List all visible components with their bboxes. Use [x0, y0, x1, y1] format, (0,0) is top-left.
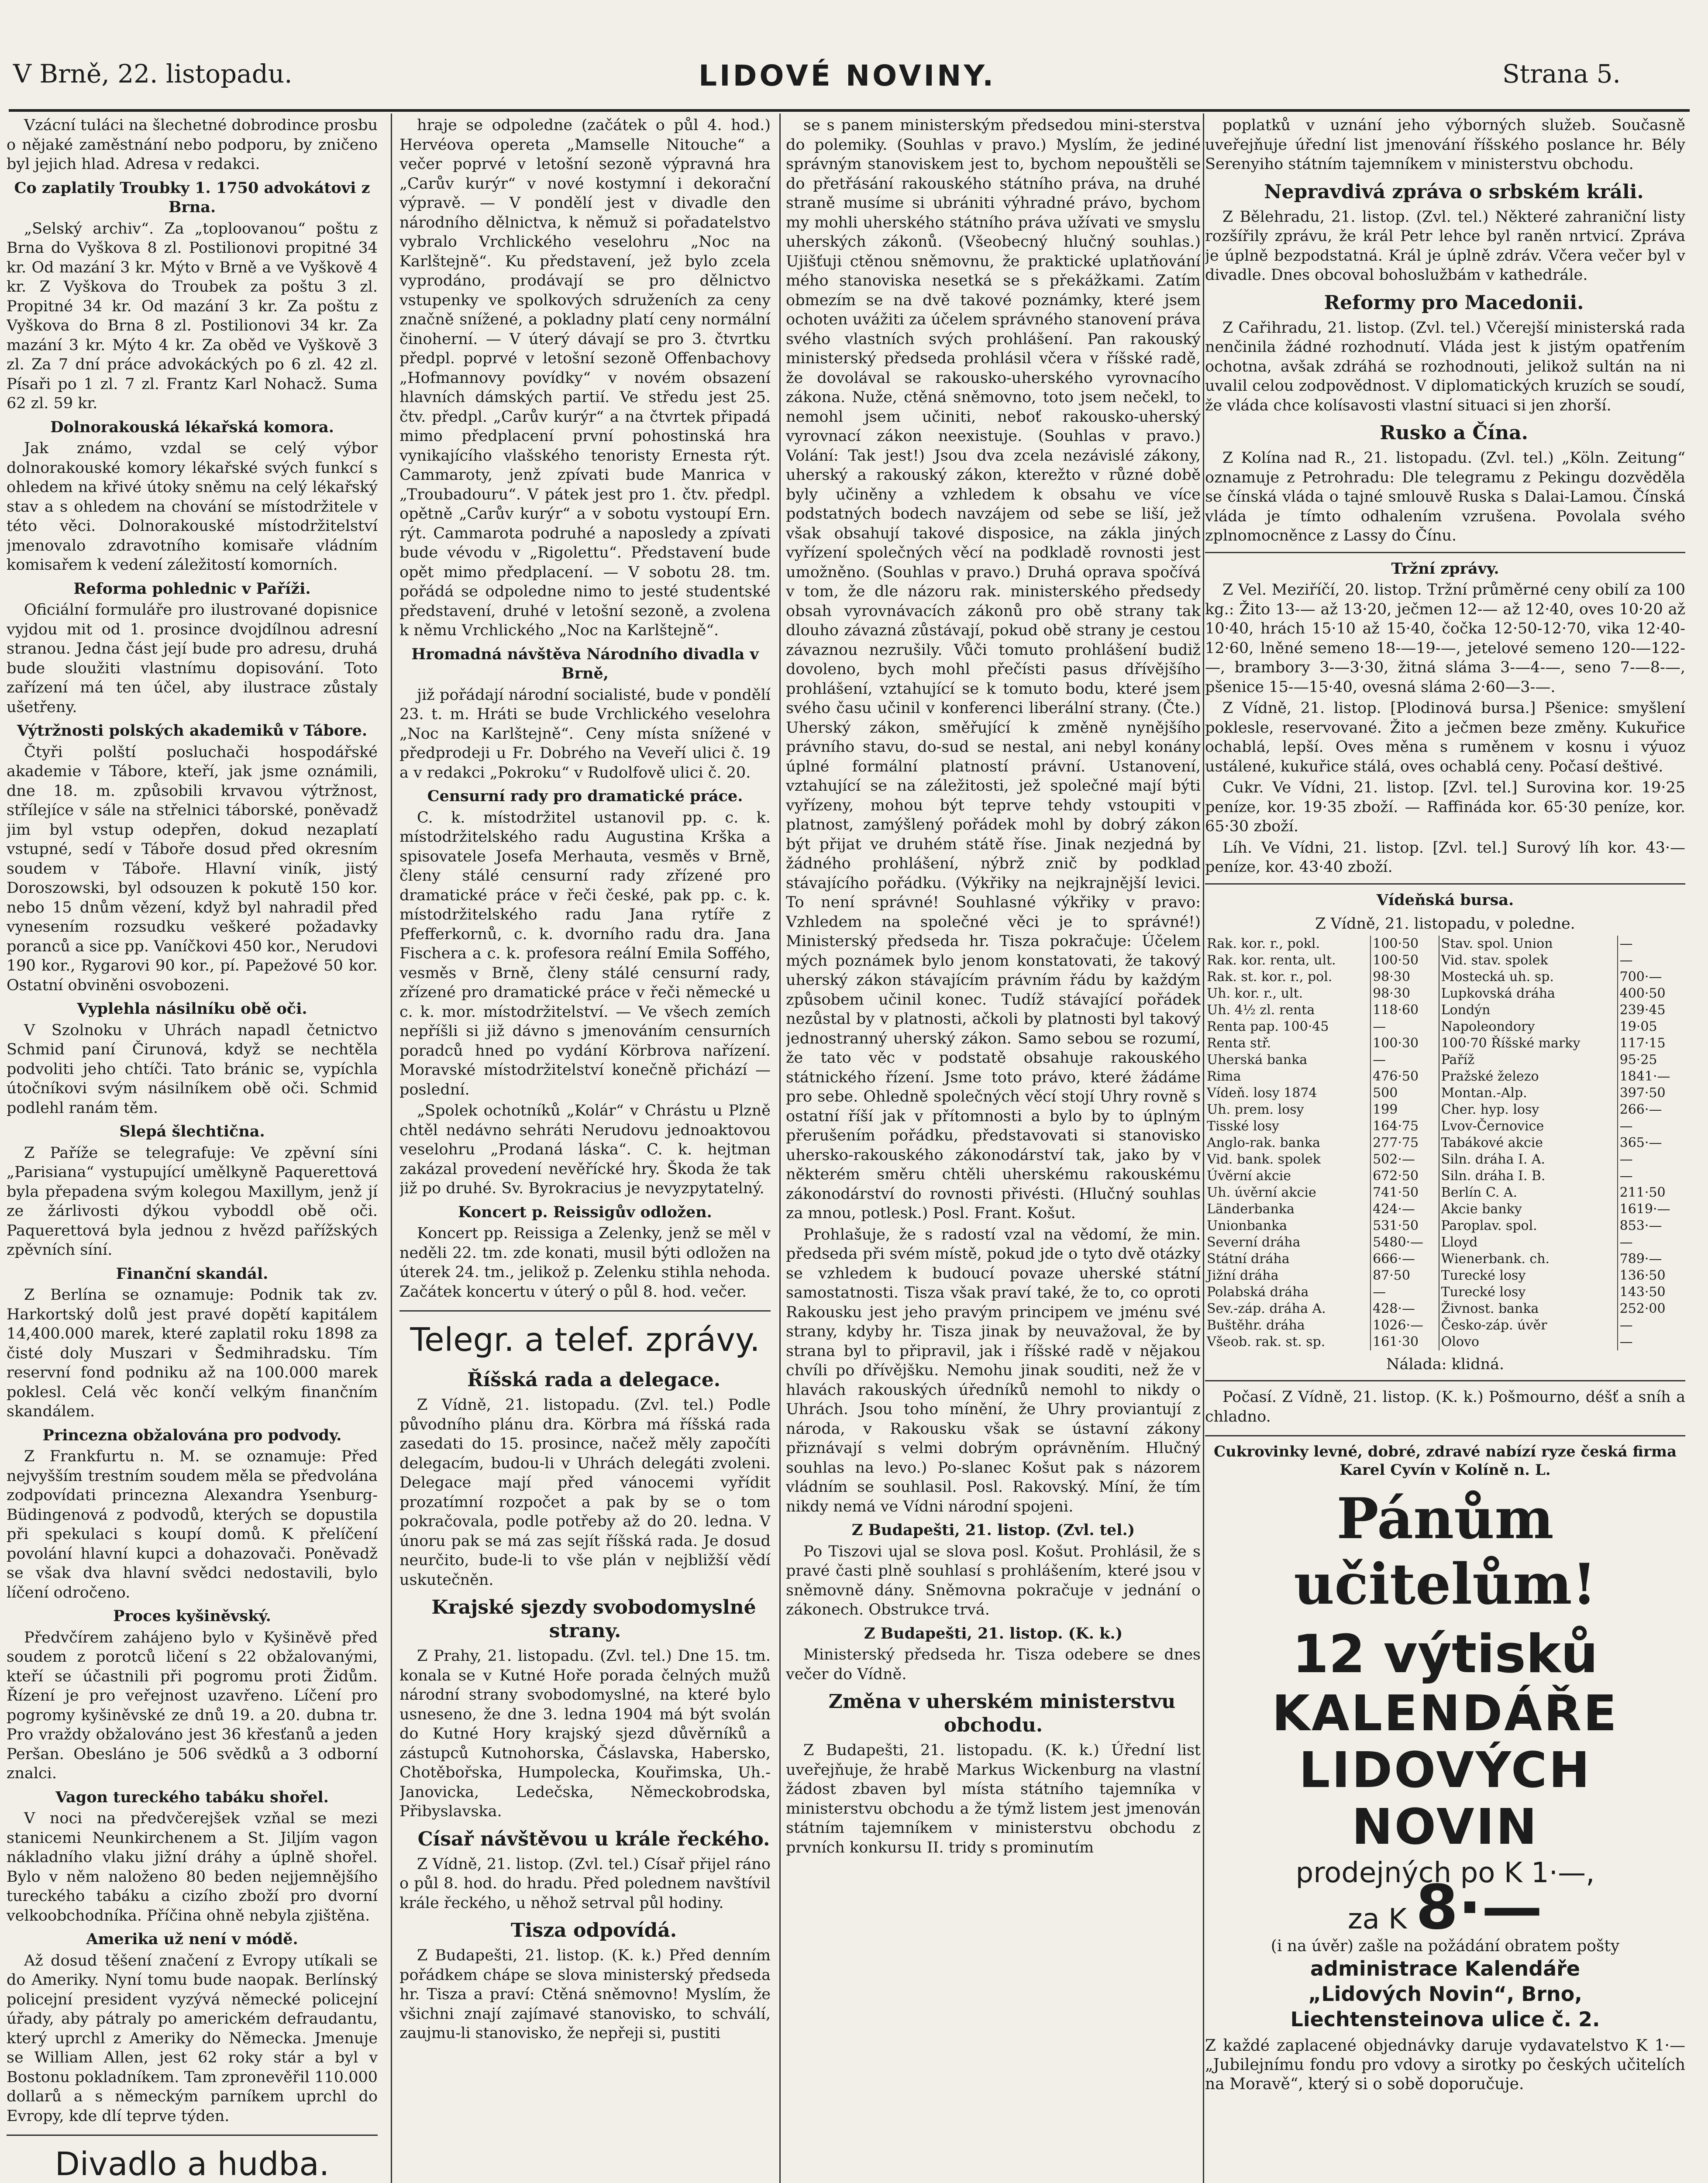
- exchange-cell: Severní dráha: [1205, 1234, 1371, 1251]
- exchange-cell: Turecké losy: [1439, 1267, 1618, 1284]
- dateline: Z Vídně, 21. listopadu, v poledne.: [1315, 915, 1575, 933]
- exchange-cell: Paroplav. spol.: [1439, 1218, 1618, 1234]
- masthead: LIDOVÉ NOVINY.: [699, 59, 996, 93]
- exchange-row: [1205, 969, 1685, 985]
- article-paragraph: Po Tiszovi ujal se slova posl. Košut. Prohlásil, že s pravé časti plně souhlasí s prohlášením, které jsou v sněmovně dány. Sněmovna pokračuje v jednání o zákonech. Obstrukce trvá.: [786, 1543, 1201, 1618]
- exchange-cell: 98·30: [1371, 969, 1439, 985]
- exchange-cell: Jižní dráha: [1205, 1267, 1371, 1284]
- article-paragraph: Koncert pp. Reissiga a Zelenky, jenž se měl v neděli 22. tm. zde konati, musil býti odložen na úterek 24. tm., jelikož p. Zelenku stihla nehoda. Začátek koncertu v úterý o půl 8. hod. večer.: [399, 1225, 771, 1301]
- exchange-row: [1205, 1118, 1685, 1135]
- article-heading: Císař návštěvou u krále řeckého.: [417, 1828, 770, 1850]
- exchange-row: [1205, 985, 1685, 1002]
- page-number: Strana 5.: [1502, 59, 1621, 89]
- exchange-cell: Vid. bank. spolek: [1205, 1151, 1371, 1168]
- ad-product-line-2: LIDOVÝCH: [1299, 1742, 1591, 1799]
- exchange-cell: —: [1619, 1234, 1633, 1250]
- article-paragraph: Z Budapešti, 21. listopadu. (K. k.) Úřední list uveřejňuje, že hrabě Markus Wickenburg na vlastní žádost zbaven byl místa státního tajemníka v ministerstvu obchodu a že týmž listem jest jmenován státním tajemníkem v ministerstvu obchodu z prvních konkursu II. tridy s prominutím: [786, 1742, 1201, 1856]
- exchange-row: [1205, 1052, 1685, 1068]
- mood-line: Nálada: klidná.: [1386, 1355, 1505, 1373]
- exchange-cell: 5480·—: [1371, 1234, 1439, 1251]
- exchange-cell: —: [1371, 1284, 1439, 1301]
- article-heading: Změna v uherském ministerstvu obchodu.: [828, 1691, 1176, 1736]
- exchange-cell: Renta stř.: [1205, 1035, 1371, 1052]
- exchange-row: [1205, 1284, 1685, 1301]
- article-paragraph: již pořádají národní socialisté, bude v pondělí 23. t. m. Hráti se bude Vrchlického veselohra „Noc na Karlštejně“. Ceny místa snížené v předprodeji u Fr. Dobrého na Veveří ulici č. 19 a v redakci „Pokroku“ v Rudolfově ulici č. 20.: [399, 686, 771, 782]
- exchange-row: [1205, 1267, 1685, 1284]
- column-divider: [1203, 114, 1204, 2183]
- exchange-cell: 136·50: [1619, 1267, 1666, 1283]
- exchange-cell: —: [1619, 1151, 1633, 1167]
- exchange-cell: 428·—: [1371, 1301, 1439, 1317]
- ad-count: 12 výtisků: [1292, 1624, 1598, 1685]
- article-paragraph: „Spolek ochotníků „Kolár“ v Chrástu u Plzně chtěl nedávno sehráti Nerudovu jednoaktovou veselohru „Prodaná láska“. C. k. hejtman zakázal provedení nevěřícké hry. Škoda že tak již po druhé. Sv. Byrokracius je nevyzpytatelný.: [399, 1102, 771, 1197]
- exchange-cell: Polabská dráha: [1205, 1284, 1371, 1301]
- exchange-cell: Sev.-záp. dráha A.: [1205, 1301, 1371, 1317]
- article-paragraph: Čtyři polští posluchači hospodářské akademie v Tábore, kteří, jak jsme oznámili, dne 18. m. způsobili krvavou výtržnost, střílejíce v sále na střelnici táborské, poněvadž jim byl vstup odepřen, dokud nezaplatí vstupné, sedí v Táboře dosud před okresním soudem v Táboře. Hlavní viník, jistý Doroszowski, byl odsouzen k pokutě 150 kor. nebo 15 dnům vězení, když byl nahradil před vynesením rozsudku veškeré požadavky poranců a sice pp. Vaníčkovi 450 kor., Nerudovi 190 kor., Rygarovi 90 kor., pí. Papežové 50 kor. Ostatní obviněni osvobozeni.: [7, 743, 378, 994]
- exchange-cell: Cher. hyp. losy: [1439, 1102, 1618, 1118]
- exchange-cell: 118·60: [1371, 1002, 1439, 1019]
- exchange-cell: Rak. kor. r., pokl.: [1205, 936, 1371, 952]
- exchange-cell: Lloyd: [1439, 1234, 1618, 1251]
- exchange-cell: 143·50: [1619, 1284, 1666, 1300]
- ad-admin-line-1: administrace Kalendáře: [1310, 1957, 1580, 1980]
- column-divider: [779, 114, 781, 2183]
- dateline: Z Budapešti, 21. listop. (K. k.): [864, 1624, 1123, 1642]
- advertisement: [1205, 1435, 1685, 2094]
- exchange-cell: Česko-záp. úvěr: [1439, 1317, 1618, 1334]
- exchange-cell: 666·—: [1371, 1251, 1439, 1267]
- exchange-cell: —: [1619, 1334, 1633, 1350]
- column-2: [399, 116, 771, 2183]
- exchange-row: [1205, 936, 1685, 952]
- exchange-cell: Siln. dráha I. B.: [1439, 1168, 1618, 1184]
- exchange-cell: 424·—: [1371, 1201, 1439, 1218]
- column-divider: [391, 114, 392, 2183]
- article-heading: Nepravdivá zpráva o srbském králi.: [1264, 180, 1644, 203]
- article-paragraph: V Szolnoku v Uhrách napadl četnictvo Schmid paní Čirunová, když se nechtěla podvoliti jeho chtíči. Tato bránic se, vypíchla útočníkovi svým násilníkem obě oči. Schmid podlehl ranám těm.: [7, 1021, 378, 1117]
- article-heading: Říšská rada a delegace.: [467, 1369, 721, 1391]
- exchange-cell: Pražské železo: [1439, 1068, 1618, 1085]
- article-paragraph: Ministerský předseda hr. Tisza odebere se dnes večer do Vídně.: [786, 1646, 1201, 1683]
- article-heading: Výtržnosti polských akademiků v Tábore.: [17, 722, 368, 740]
- exchange-cell: Úvěrní akcie: [1205, 1168, 1371, 1184]
- article-paragraph: Z Vídně, 21. listop. [Plodinová bursa.] Pšenice: smyšlení poklesle, reservované. Žito a ječmen beze změny. Kukuřice ochablá, lepší. Oves měna s ruměnem v kosnu i výuoz ustálené, kukuřice stálá, oves ochablá ceny. Počasí deštivé.: [1205, 699, 1685, 775]
- exchange-cell: 100·30: [1371, 1035, 1439, 1052]
- exchange-cell: 400·50: [1619, 985, 1666, 1001]
- article-paragraph: Předvčírem zahájeno bylo v Kyšiněvě před soudem z porotců ličení s 22 obžalovanými, kteří se účastnili při pogromu proti Židům. Řízení je pro veřejnost uzavřeno. Líčení pro pogromy kyšiněvské ze dnů 19. a 20. dubna tr. Pro vraždy obžalováno jest 36 křesťanů a jeden Peršan. Obesláno je 506 svědků a 3 odborní znalci.: [7, 1629, 378, 1782]
- article-heading: Dolnorakouská lékařská komora.: [50, 418, 334, 436]
- exchange-cell: Tabákové akcie: [1439, 1135, 1618, 1151]
- article-paragraph: Cukr. Ve Vídni, 21. listop. [Zvl. tel.] Surovina kor. 19·25 peníze, kor. 19·35 zboží. — Raffináda kor. 65·30 peníze, kor. 65·30 zboží.: [1205, 779, 1685, 835]
- exchange-cell: Rak. kor. renta, ult.: [1205, 952, 1371, 969]
- article-heading: Koncert p. Reissigův odložen.: [458, 1203, 712, 1221]
- exchange-cell: Rima: [1205, 1068, 1371, 1085]
- article-paragraph: Vzácní tuláci na šlechetné dobrodince prosbu o nějaké zaměstnání nebo podporu, by zničeno byl jejich hlad. Adresa v redakci.: [7, 117, 378, 173]
- exchange-row: [1205, 1102, 1685, 1118]
- section-title-telegrams: Telegr. a telef. zprávy.: [399, 1310, 771, 1360]
- exchange-cell: Rak. st. kor. r., pol.: [1205, 969, 1371, 985]
- exchange-cell: Uh. úvěrní akcie: [1205, 1184, 1371, 1201]
- exchange-cell: Berlín C. A.: [1439, 1184, 1618, 1201]
- article-heading: Vagon tureckého tabáku shořel.: [55, 1788, 329, 1806]
- exchange-cell: —: [1619, 1118, 1633, 1134]
- article-heading: Reformy pro Macedonii.: [1324, 291, 1584, 314]
- article-heading: Finanční skandál.: [116, 1264, 269, 1283]
- article-paragraph: Prohlašuje, že s radostí vzal na vědomí, že min. předseda při svém místě, pokud jde o tyto dvě otázky se vzhledem k budoucí povaze uherské státní samostatnosti. Tisza však praví také, že to, co oproti Rakousku jest jeho pravým principem ve jménu své strany, kdyby hr. Tisza jinak by neuvažoval, že by strana byl to připravil, jak i říšské radě v nějakou chvíli po dřívějšku. Nemohu jinak souditi, než že v hlavách rakouských úředníků nemohl to nikdy o Uhrách. Jsou toho mínění, že Uhry proviantují z národa, v Rakousku však se ústavní zákony přiznávají s velmi dobrým oprávněním. Hlučný souhlas na levo.) Po-slanec Košut pak s názorem vládním se souhlasil. Posl. Rakovský. Míní, že tím nikdy nemá ve Vídni národní spojeni.: [786, 1226, 1201, 1515]
- page-header: [0, 17, 1708, 93]
- exchange-cell: 1026·—: [1371, 1317, 1439, 1334]
- exchange-cell: 252·00: [1619, 1301, 1666, 1316]
- exchange-cell: 100·50: [1371, 952, 1439, 969]
- exchange-cell: 161·30: [1371, 1334, 1439, 1350]
- article-paragraph: Z Frankfurtu n. M. se oznamuje: Před nejvyšším trestním soudem měla se předvolána zodpovídati princezna Alexandra Ysenburg-Büdingenová z podvodů, kterých se dopustila při spekulaci s koupí domů. K přelíčení povolání hlavní kupci a dohazovači. Poněvadž se však dva hlavní svědci nedostavili, bylo líčení odročeno.: [7, 1448, 378, 1601]
- article-paragraph: C. k. místodržitel ustanovil pp. c. k. místodržitelského radu Augustina Krška a spisovatele Josefa Merhauta, vesměs v Brně, členy stálé censurní rady zřízené pro dramatické práce v řeči české, pak pp. c. k. místodržitelského radu Jana rytíře z Pfefferkornů, c. k. dvorního radu dra. Jana Fischera a c. k. profesora reální Emila Soffého, vesměs v Brně, členy stálé censurní rady, zřízené pro dramatické práce v řeči německé u c. k. mor. místodržitelství. — Ve všech zemích nepříšli si již dávno s jmenováním censurních poradců hned po vydání Körbrova nařízení. Moravské místodržitelství konečně přichází — poslední.: [399, 809, 771, 1098]
- exchange-cell: Buštěhr. dráha: [1205, 1317, 1371, 1334]
- ad-product-line-3: NOVIN: [1351, 1799, 1539, 1856]
- section-title-theatre: Divadlo a hudba.: [7, 2135, 378, 2183]
- ad-fine-print: Z každé zaplacené objednávky daruje vydavatelstvo K 1·— „Jubilejnímu fondu pro vdovy a sirotky po českých učitelích na Moravě“, který si o sobě doporučuje.: [1205, 2037, 1685, 2093]
- ad-price-prefix: za K: [1347, 1903, 1407, 1935]
- exchange-row: [1205, 952, 1685, 969]
- column-3: [786, 116, 1201, 2183]
- exchange-row: [1205, 1201, 1685, 1218]
- article-heading: Proces kyšiněvský.: [113, 1607, 271, 1625]
- exchange-cell: 239·45: [1619, 1002, 1666, 1018]
- ad-price-value: 8·—: [1415, 1872, 1543, 1943]
- section-rule: [1205, 552, 1685, 553]
- exchange-cell: 164·75: [1371, 1118, 1439, 1135]
- exchange-row: [1205, 1168, 1685, 1184]
- header-rule: [9, 109, 1690, 112]
- exchange-table: [1205, 936, 1685, 1350]
- article-paragraph: Oficiální formuláře pro ilustrované dopisnice vyjdou mit od 1. prosince dvojdílnou adresní stranou. Jedna část její bude pro adresu, druhá bude sloužiti vlastnímu dopisování. Toto zařízení má ten účel, aby ilustrace zůstaly ušetřeny.: [7, 601, 378, 716]
- exchange-cell: —: [1619, 936, 1633, 951]
- article-paragraph: Z Budapešti, 21. listop. (K. k.) Před denním pořádkem chápe se slova ministerský předseda hr. Tisza a praví: Ctěná sněmovno! Myslím, že všichni znají zajímavé stanovisko, to schválí, zaujmu-li stanovisko, že nepřeji si, pustiti: [399, 1947, 771, 2042]
- column-1: [7, 116, 378, 2183]
- exchange-cell: Länderbanka: [1205, 1201, 1371, 1218]
- exchange-cell: 98·30: [1371, 985, 1439, 1002]
- article-heading: Krajské sjezdy svobodomyslné strany.: [431, 1596, 756, 1642]
- exchange-cell: Uh. prem. losy: [1205, 1102, 1371, 1118]
- exchange-cell: 365·—: [1619, 1135, 1662, 1150]
- exchange-row: [1205, 1184, 1685, 1201]
- exchange-cell: 672·50: [1371, 1168, 1439, 1184]
- exchange-cell: 266·—: [1619, 1102, 1662, 1117]
- article-heading: Tisza odpovídá.: [510, 1919, 677, 1942]
- section-rule: [1205, 883, 1685, 885]
- exchange-cell: 741·50: [1371, 1184, 1439, 1201]
- exchange-cell: —: [1371, 1019, 1439, 1035]
- exchange-cell: Wienerbank. ch.: [1439, 1251, 1618, 1267]
- exchange-cell: Renta pap. 100·45: [1205, 1019, 1371, 1035]
- exchange-cell: Paříž: [1439, 1052, 1618, 1068]
- exchange-cell: 500: [1371, 1085, 1439, 1102]
- article-heading: Tržní zprávy.: [1391, 559, 1499, 578]
- exchange-cell: 117·15: [1619, 1035, 1666, 1051]
- exchange-cell: Anglo-rak. banka: [1205, 1135, 1371, 1151]
- exchange-cell: Živnost. banka: [1439, 1301, 1618, 1317]
- exchange-row: [1205, 1002, 1685, 1019]
- exchange-cell: 100·50: [1371, 936, 1439, 952]
- exchange-cell: Všeob. rak. st. sp.: [1205, 1334, 1371, 1350]
- exchange-cell: Tisské losy: [1205, 1118, 1371, 1135]
- exchange-row: [1205, 1068, 1685, 1085]
- ad-admin-line-3: Liechtensteinova ulice č. 2.: [1290, 2007, 1600, 2031]
- ad-note: (i na úvěr) zašle na požádání obratem pošty: [1271, 1937, 1620, 1955]
- exchange-row: [1205, 1234, 1685, 1251]
- dateline: Z Budapešti, 21. listop. (Zvl. tel.): [851, 1521, 1135, 1539]
- exchange-cell: Mostecká uh. sp.: [1439, 969, 1618, 985]
- exchange-cell: 100·70 Říšské marky: [1439, 1035, 1618, 1052]
- exchange-cell: 853·—: [1619, 1218, 1662, 1233]
- exchange-cell: Stav. spol. Union: [1439, 936, 1618, 952]
- exchange-cell: Montan.-Alp.: [1439, 1085, 1618, 1102]
- article-paragraph: Líh. Ve Vídni, 21. listop. [Zvl. tel.] Surový líh kor. 43·— peníze, kor. 43·40 zboží.: [1205, 839, 1685, 876]
- exchange-cell: Lupkovská dráha: [1439, 985, 1618, 1002]
- exchange-cell: —: [1619, 1168, 1633, 1184]
- location-date: V Brně, 22. listopadu.: [13, 59, 293, 89]
- exchange-row: [1205, 1317, 1685, 1334]
- article-paragraph: Z Vídně, 21. listop. (Zvl. tel.) Císař přijel ráno o půl 8. hod. do hradu. Před polednem navštívil krále řeckého, u něhož setrval půl hodiny.: [399, 1855, 771, 1912]
- exchange-cell: Unionbanka: [1205, 1218, 1371, 1234]
- article-heading: Princezna obžalována pro podvody.: [42, 1426, 342, 1444]
- exchange-row: [1205, 1251, 1685, 1267]
- exchange-cell: Státní dráha: [1205, 1251, 1371, 1267]
- article-heading: Censurní rady pro dramatické práce.: [427, 787, 743, 805]
- exchange-cell: Uherská banka: [1205, 1052, 1371, 1068]
- exchange-cell: 1841·—: [1619, 1068, 1670, 1084]
- article-heading: Amerika už není v módě.: [86, 1930, 298, 1948]
- ad-price-single: prodejných po K 1·—,: [1295, 1857, 1595, 1889]
- ad-admin-line-2: „Lidových Novin“, Brno,: [1308, 1982, 1582, 2006]
- exchange-cell: Vid. stav. spolek: [1439, 952, 1618, 969]
- article-paragraph: Až dosud těšení značení z Evropy utíkali se do Ameriky. Nyní tomu bude naopak. Berlínský policejní president vyzývá německé policejní úřady, aby pátraly po americkém defraudantu, který uprchl z Ameriky do Německa. Jmenuje se William Allen, jest 62 roky stár a byl v Bostonu pokladníkem. Tam zpronevěřil 110.000 dollarů a s německým parníkem uprchl do Evropy, kde dlí teprve týden.: [7, 1952, 378, 2125]
- exchange-cell: Vídeň. losy 1874: [1205, 1085, 1371, 1102]
- article-paragraph: Z Paříže se telegrafuje: Ve zpěvní síni „Parisiana“ vystupující umělkyně Paquerettová byla přepadena svým kolegou Maxillym, jenž jí ze žárlivosti dýkou vyboddl obě oči. Paquerettová byla jednou z hvězd pařížských zpěvních síní.: [7, 1144, 378, 1259]
- exchange-cell: —: [1371, 1052, 1439, 1068]
- exchange-cell: 502·—: [1371, 1151, 1439, 1168]
- exchange-cell: 789·—: [1619, 1251, 1662, 1267]
- article-paragraph: Z Berlína se oznamuje: Podnik tak zv. Harkortský dolů jest pravé dopětí kapitálem 14,400.000 marek, které zaplatil roku 1898 za čisté doly Muszari v Šedmihradsku. Tím reservní fond podniku až na 100.000 marek poklesl. Celá věc končí velkým finančním skandálem.: [7, 1286, 378, 1420]
- exchange-cell: 211·50: [1619, 1184, 1666, 1200]
- exchange-cell: 1619·—: [1619, 1201, 1670, 1217]
- ad-product-line-1: KALENDÁŘE: [1272, 1685, 1618, 1742]
- exchange-cell: Napoleondory: [1439, 1019, 1618, 1035]
- article-paragraph: Z Vel. Meziříčí, 20. listop. Tržní průměrné ceny obilí za 100 kg.: Žito 13-— až 13·20, ječmen 12-— až 12·40, oves 10·20 až 10·40, hrách 15·10 až 15·40, čočka 12·50-12·70, vika 12·40-12·60, lněné semeno 18-—19-—, jetelové semeno 120-—122-—, brambory 3-—3·30, žitná sláma 3-—4-—, seno 7-—8-—, pšenice 15-—15·40, ovesná sláma 2·60—3-—.: [1205, 581, 1685, 696]
- exchange-cell: —: [1619, 952, 1633, 968]
- exchange-row: [1205, 1085, 1685, 1102]
- article-heading: Hromadná návštěva Národního divadla v Brně,: [411, 645, 759, 682]
- exchange-cell: 476·50: [1371, 1068, 1439, 1085]
- exchange-cell: Lvov-Černovice: [1439, 1118, 1618, 1135]
- article-paragraph: Jak známo, vzdal se celý výbor dolnorakouské komory lékařské svých funkcí s ohledem na křivé útoky sněmu na celý lékařský stav a s ohledem na chování se místodržitele v této věci. Dolnorakouské místodržitelství jmenovalo zdravotního komisaře vládním komisařem k vedení záležitostí komorních.: [7, 440, 378, 574]
- exchange-row: [1205, 1019, 1685, 1035]
- column-4: [1205, 116, 1685, 2183]
- article-paragraph: „Selský archiv“. Za „toploovanou“ poštu z Brna do Vyškova 8 zl. Postilionovi propitné 34 kr. Od mazání 3 kr. Mýto v Brně a ve Vyškově 4 kr. Z Vyškova do Troubek za poštu 3 zl. Propitné 34 kr. Od mazání 3 kr. Za poštu z Vyškova do Brna 8 zl. Postilionovi 34 kr. Za mazání 3 kr. Mýto 4 kr. Za oběd ve Vyškově 3 zl. Za 7 dní práce advokáckých po 6 zl. 42 zl. Písaři po 1 zl. 7 zl. Frantz Karl Nohacž. Suma 62 zl. 59 kr.: [7, 220, 378, 412]
- exchange-cell: Siln. dráha I. A.: [1439, 1151, 1618, 1168]
- article-heading: Co zaplatily Troubky 1. 1750 advokátovi z Brna.: [14, 179, 370, 216]
- exchange-cell: Akcie banky: [1439, 1201, 1618, 1218]
- article-paragraph: hraje se odpoledne (začátek o půl 4. hod.) Hervéova opereta „Mamselle Nitouche“ a večer poprvé v letošní sezoně výpravná hra „Carův kurýr“ v nové kostymní i dekorační výpravě. — V pondělí jest v divadle den národního dělnictva, k němuž si pořadatelstvo vybralo Vrchlického veselohru „Noc na Karlštejně“. Ku představení, jež bylo zcela vyprodáno, prodávají se pro dělnictvo vstupenky ve spolkových sdruženích za ceny značně snížené, a pokladny platí ceny normální činoherní. — V úterý dávají se pro 3. čtvrtku předpl. poprvé v letošní sezoně Offenbachovy „Hofmannovy povídky“ v novém obsazení hlavních dámských partií. Ve středu jest 25. čtv. předpl. „Carův kurýr“ a na čtvrtek připadá mimo předplacení první pohostinská hra vynikajícího vlašského tenoristy Ernesta rýt. Cammaroty, jenž zpívati bude Manrica v „Troubadouru“. V pátek jest pro 1. čtv. předpl. opětně „Carův kurýr“ a v sobotu vystoupí Ern. rýt. Cammarota podruhé a naposledy a zpívati bude vévodu v „Rigolettu“. Představení bude opět mimo předplacení. — V sobotu 28. tm. pořádá se odpoledne nimo to jesté studentské představení, druhé v letošní sezoně, a zvolena k němu Vrchlického „Noc na Karlštejně“.: [399, 117, 771, 639]
- article-paragraph: Z Prahy, 21. listopadu. (Zvl. tel.) Dne 15. tm. konala se v Kutné Hoře porada čelných mužů národní strany svobodomyslné, na které bylo usneseno, že dne 3. ledna 1904 má být svolán do Kutné Hory krajský sjezd důvěrníků a zástupců Kutnohorska, Čáslavska, Habersko, Chotěbořska, Humpolecka, Kouřimska, Uh.-Janovicka, Ledečska, Německobrodska, Přibyslavska.: [399, 1647, 771, 1820]
- exchange-cell: —: [1619, 1317, 1633, 1333]
- exchange-row: [1205, 1135, 1685, 1151]
- exchange-row: [1205, 1035, 1685, 1052]
- exchange-cell: Londýn: [1439, 1002, 1618, 1019]
- article-paragraph: poplatků v uznání jeho výborných služeb. Současně uveřejňuje úřední list jmenování říšského poslance hr. Bély Serenyiho státním tajemníkem v ministerstvu obchodu.: [1205, 117, 1685, 173]
- exchange-cell: 397·50: [1619, 1085, 1666, 1101]
- article-heading: Vyplehla násilníku obě oči.: [77, 1000, 307, 1018]
- article-heading: Rusko a Čína.: [1380, 422, 1528, 444]
- exchange-cell: 277·75: [1371, 1135, 1439, 1151]
- exchange-cell: 87·50: [1371, 1267, 1439, 1284]
- article-paragraph: Z Cařihradu, 21. listop. (Zvl. tel.) Včerejší ministerská rada nenčinila žádné rozhodnutí. Vláda jest k jistým opatřením ochotna, avšak zdráhá se rozhodnouti, jelikož sultán na ni uvalil celou zodpovědnost. V diplomatických kruzích se soudí, že vláda chce kolísavosti vlastní situaci si jen zhorší.: [1205, 319, 1685, 414]
- exchange-cell: 531·50: [1371, 1218, 1439, 1234]
- ad-confectionery: Cukrovinky levné, dobré, zdravé nabízí ryze česká firma Karel Cyvín v Kolíně n. L.: [1214, 1443, 1677, 1479]
- article-paragraph: Z Kolína nad R., 21. listopadu. (Zvl. tel.) „Köln. Zeitung“ oznamuje z Petrohradu: Dle telegramu z Pekingu dozvěděla se čínská vláda o tajné smlouvě Ruska s Dalai-Lamou. Čínská vláda je tímto odhalením vzrušena. Povolala svého zplnomocněnce z Lassy do Čínu.: [1205, 449, 1685, 544]
- article-paragraph: V noci na předvčerejšek vzňal se mezi stanicemi Neunkirchenem a St. Jiljím vagon nákladního vlaku jižní dráhy a úplně shořel. Bylo v něm naloženo 80 beden nejjemnějšího tureckého tabáku a cizího zboží pro dvorní velkoobchodníka. Příčina ohně nebyla zjištěna.: [7, 1810, 378, 1925]
- exchange-cell: Turecké losy: [1439, 1284, 1618, 1301]
- article-heading: Reforma pohlednic v Paříži.: [73, 579, 311, 598]
- weather-paragraph: Počasí. Z Vídně, 21. listop. (K. k.) Pošmourno, déšť a sníh a chladno.: [1205, 1388, 1685, 1425]
- exchange-row: [1205, 1218, 1685, 1234]
- exchange-row: [1205, 1151, 1685, 1168]
- section-rule: [1205, 1380, 1685, 1381]
- exchange-cell: Olovo: [1439, 1334, 1618, 1350]
- exchange-cell: 199: [1371, 1102, 1439, 1118]
- exchange-row: [1205, 1301, 1685, 1317]
- article-heading: Slepá šlechtična.: [119, 1122, 265, 1140]
- exchange-cell: 95·25: [1619, 1052, 1657, 1067]
- exchange-row: [1205, 1334, 1685, 1350]
- article-paragraph: Z Bělehradu, 21. listop. (Zvl. tel.) Některé zahraniční listy rozšířily zprávu, že král Petr lehce byl raněn nrtvicí. Zpráva je úplně bezpodstatná. Král je úplně zdráv. Včera večer byl v divadle. Dnes obcoval bohoslužbám v kathedrále.: [1205, 208, 1685, 284]
- exchange-cell: Uh. kor. r., ult.: [1205, 985, 1371, 1002]
- article-paragraph: se s panem ministerským předsedou mini-sterstva do polemiky. (Souhlas v pravo.) Myslím, že jediné správným stanoviskem jest to, bychom nepouštěli se do přetřásání rakouského státního práva, na druhé straně musíme si ubrániti výhradné právo, bychom my mohli uherského státního práva užívati ve smyslu uherských zákonů. (Všeobecný hlučný souhlas.) Ujišťuji ctěnou sněmovnu, že praktické uplatňování mého stanoviska nesetká se s překážkami. Zatím obmezím se na dvě takové poznámky, které jsem ochoten uvážiti za účelem správného stanovení práva svého vlastních svých prohlášení. Pan rakouský ministerský předseda prohlásil včera v říšské radě, že dovolával se rakousko-uherského vyrovnacího zákona. Nuže, ctěná sněmovno, toto jsem nečekl, to nemohl jsem učiniti, neboť rakousko-uherský vyrovnací zákon neexistuje. (Souhlas v pravo.) Volání: Tak jest!) Jsou dva zcela nezávislé zákony, uherský a rakouský zákon, kterežto v různé době byly učiněny a vzhledem k obsahu ve více podstatných bodech navzájem od sebe se liší, jež však obsahují takové disposice, na zákla jiných vyřízení společných věcí na podkladě rovnosti jest umožněno. (Souhlas v pravo.) Druhá oprava spočívá v tom, že dle názoru rak. ministerského předsedy obsah vyrovnávacích zákonů pro obě strany tak dlouho závazná zůstávají, pokud obě strany je cestou závaznou nezrušily. Vůči tomuto prohlášení budiž dovoleno, bych mohl přečísti pasus dřívějšího prohlášení, vztahující se k tomuto bodu, které jsem svého času učinil v konferenci liberální strany. (Čte.) Uherský zákon, směřující k změně nynějšího právního stavu, do-sud se nestal, ani nebyl konány úplné formální platností právní. Ustanovení, vztahující se na záležitosti, jež společné mají býti vyřízeny, mohou být teprve tehdy vstoupiti v platnost, zamýšlený pořádek mohl by dobrý zákon být přijat ve druhém státě říse. Jinak nezjedná by žádného prohlášení, nýbrž znič by podklad stávajícího pořádku. (Výkřiky na nejkrajnější levici. To není správné! Souhlasné výkřiky v pravo: Vzhledem na společné věci je to správné!) Ministerský předseda hr. Tisza pokračuje: Účelem mých poznámek bylo jenom konstatovati, že takový uherský zákon stávajícím právním řádu by každým způsobem učinil konec. Tudíž stávající pořádek nezůstal by v platnosti, ačkoli by platnosti byl takový jednostranný uherský zákon. Samo sebou se rozumí, že tato věc v podstatě obsahuje rakouského státnického řízení. Jsme toto právo, které žádáme pro sebe. Ohledně společných věcí stojí Uhry rovně s ostatní říší jak v přítomnosti a bylo by to úplným přerušením pořádku, představovati si stanovisko uhersko-rakouského zákonodárství tak, jako by v některém směru chtěli uherskému rakouskému zákonodárství do rovnosti přivésti. (Hlučný souhlas za mnou, potlesk.) Posl. Frant. Košut.: [786, 117, 1201, 1222]
- ad-headline: Pánům učitelům!: [1294, 1486, 1597, 1617]
- exchange-cell: 19·05: [1619, 1019, 1657, 1034]
- article-heading: Vídeňská bursa.: [1376, 891, 1514, 909]
- article-paragraph: Z Vídně, 21. listopadu. (Zvl. tel.) Podle původního plánu dra. Körbra má říšská rada zasedati do 15. prosince, načež měly započíti delegacím, budou-li v Uhrách delegáti zvoleni. Delegace mají před vánocemi vyřídit prozatímní rozpočet a pak by se o tom pokračovala, podle potřeby až do 20. ledna. V únoru pak se má zas sejít říšská rada. Je dosud neurčito, bude-li to vše plán v nejbližší vědí uskutečněn.: [399, 1396, 771, 1589]
- exchange-cell: Uh. 4½ zl. renta: [1205, 1002, 1371, 1019]
- exchange-cell: 700·—: [1619, 969, 1662, 985]
